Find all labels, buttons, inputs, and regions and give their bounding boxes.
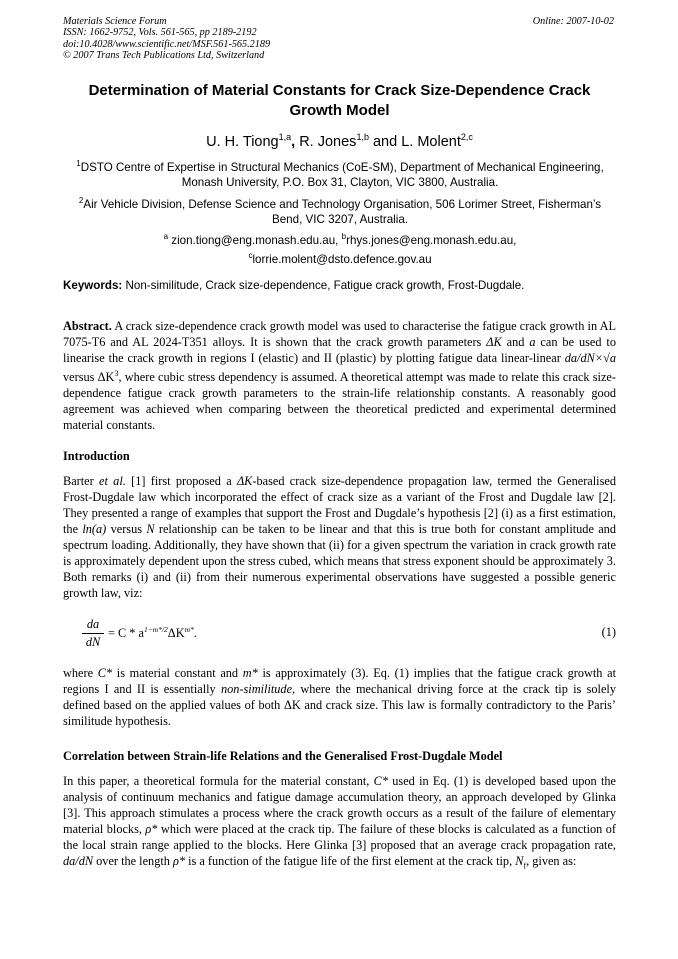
section-2-paragraph: In this paper, a theoretical formula for the material constant, C* used in Eq. (1) is developed based upon the analysis of continuum mechanics and fatigue damage accumulation theory, an approach developed by Glinka [3]. This approach stimulates a process where the crack growth occurs as a result of the failure of elementary material blocks, ρ* which were placed at the crack tip. The failure of these blocks is calculated as a function of the local strain range applied to the blocks. Here Glinka [3] proposed that an average crack propagation rate, da/dN over the length ρ* is a function of the fatigue life of the first element at the crack tip, $N_f$, given as:: [63, 774, 616, 871]
affiliation-2: $^2$Air Vehicle Division, Defense Science and Technology Organisation, 506 Lorimer Street, Fisherman’s Bend, VIC 3207, Australia.: [78, 196, 602, 227]
journal-name: Materials Science Forum: [63, 16, 167, 27]
author-sup: 2,c: [460, 132, 473, 142]
equation-rhs: = C * $a^{1-m*/2}\Delta K^{m*}$.: [108, 625, 197, 641]
author-name: R. Jones: [299, 133, 357, 150]
equation-fraction: da dN: [82, 617, 104, 650]
abstract: Abstract. A crack size-dependence crack growth model was used to characterise the fatigue crack growth in AL 7075-T6 and AL 2024-T351 alloys. It is shown that the crack growth parameters ΔK and a can be used to linearise the crack growth in regions I (elastic) and II (plastic) by plotting fatigue data linear-linear da/dN×√a versus $\Delta K^3$, where cubic stress dependency is assumed. A theoretical attempt was made to relate this crack size-dependence fatigue crack growth parameters to the strain-life relationship constants. A reasonably good agreement was achieved when comparing between the theoretical predicted and experimental determined material constants.: [63, 319, 616, 433]
email-link[interactable]: rhys.jones@eng.monash.edu.au,: [346, 233, 517, 247]
online-date: Online: 2007-10-02: [532, 16, 614, 27]
paper-title: Determination of Material Constants for Crack Size-Dependence Crack Growth Model: [88, 82, 591, 119]
journal-header: [63, 16, 270, 62]
keywords: Keywords: Non-similitude, Crack size-dependence, Fatigue crack growth, Frost-Dugdale.: [63, 279, 525, 292]
author-sup: 1,a: [278, 132, 292, 142]
copyright-line: © 2007 Trans Tech Publications Ltd, Switzerland: [63, 50, 265, 62]
affiliation-1: $^1$DSTO Centre of Expertise in Structural Mechanics (CoE-SM), Department of Mechanical Engineering, Monash University, P.O. Box 31, Clayton, VIC 3800, Australia.: [76, 159, 604, 190]
section-2-heading: Correlation between Strain-life Relations and the Generalised Frost-Dugdale Model: [63, 749, 503, 763]
author-list: U. H. Tiong$^{1,a}$, R. Jones$^{1,b}$ and L. Molent$^{2,c}$: [206, 132, 473, 150]
doi-line: doi:10.4028/www.scientific.net/MSF.561-565.2189: [63, 38, 271, 50]
intro-paragraph-1: Barter et al. [1] first proposed a ΔK-based crack size-dependence propagation law, termed the Generalised Frost-Dugdale law which incorporated the effect of crack size as a variant of the Frost and Dugdale law [2]. They presented a range of examples that support the Frost and Dugdale’s hypothesis [2] (i) as a first estimation, the ln(a) versus N relationship can be taken to be linear and that this is true both for constant amplitude and spectrum loading. Additionally, they have shown that (ii) for a given spectrum the variation in crack growth rate is approximately dependent upon the stress cubed, which means that stress exponent should be approximately 3. Both remarks (i) and (ii) from their numerous experimental observations have suggested a possible generic growth law, viz:: [63, 474, 616, 600]
issn-line: ISSN: 1662-9752, Vols. 561-565, pp 2189-2192: [63, 27, 257, 39]
email-list: $^a$ zion.tiong@eng.monash.edu.au, $^b$rhys.jones@eng.monash.edu.au, $^c$lorrie.molent@dsto.defence.gov.au: [163, 232, 517, 267]
introduction-heading: Introduction: [63, 449, 130, 463]
email-link[interactable]: zion.tiong@eng.monash.edu.au,: [171, 233, 339, 247]
author-name: L. Molent: [401, 133, 461, 150]
author-name: U. H. Tiong: [206, 133, 279, 150]
email-link[interactable]: lorrie.molent@dsto.defence.gov.au: [252, 253, 432, 267]
equation-number: (1): [601, 625, 616, 639]
author-sup: 1,b: [356, 132, 369, 142]
author-and: and: [372, 133, 398, 150]
intro-paragraph-2: where C* is material constant and m* is approximately (3). Eq. (1) implies that the fatigue crack growth at regions I and II is essentially non-similitude, where the mechanical driving force at the crack tip is solely defined based on the applied values of both ΔK and crack size. This law is formally contradictory to the Paris’ similitude hypothesis.: [63, 666, 616, 728]
equation-1: [82, 617, 616, 657]
